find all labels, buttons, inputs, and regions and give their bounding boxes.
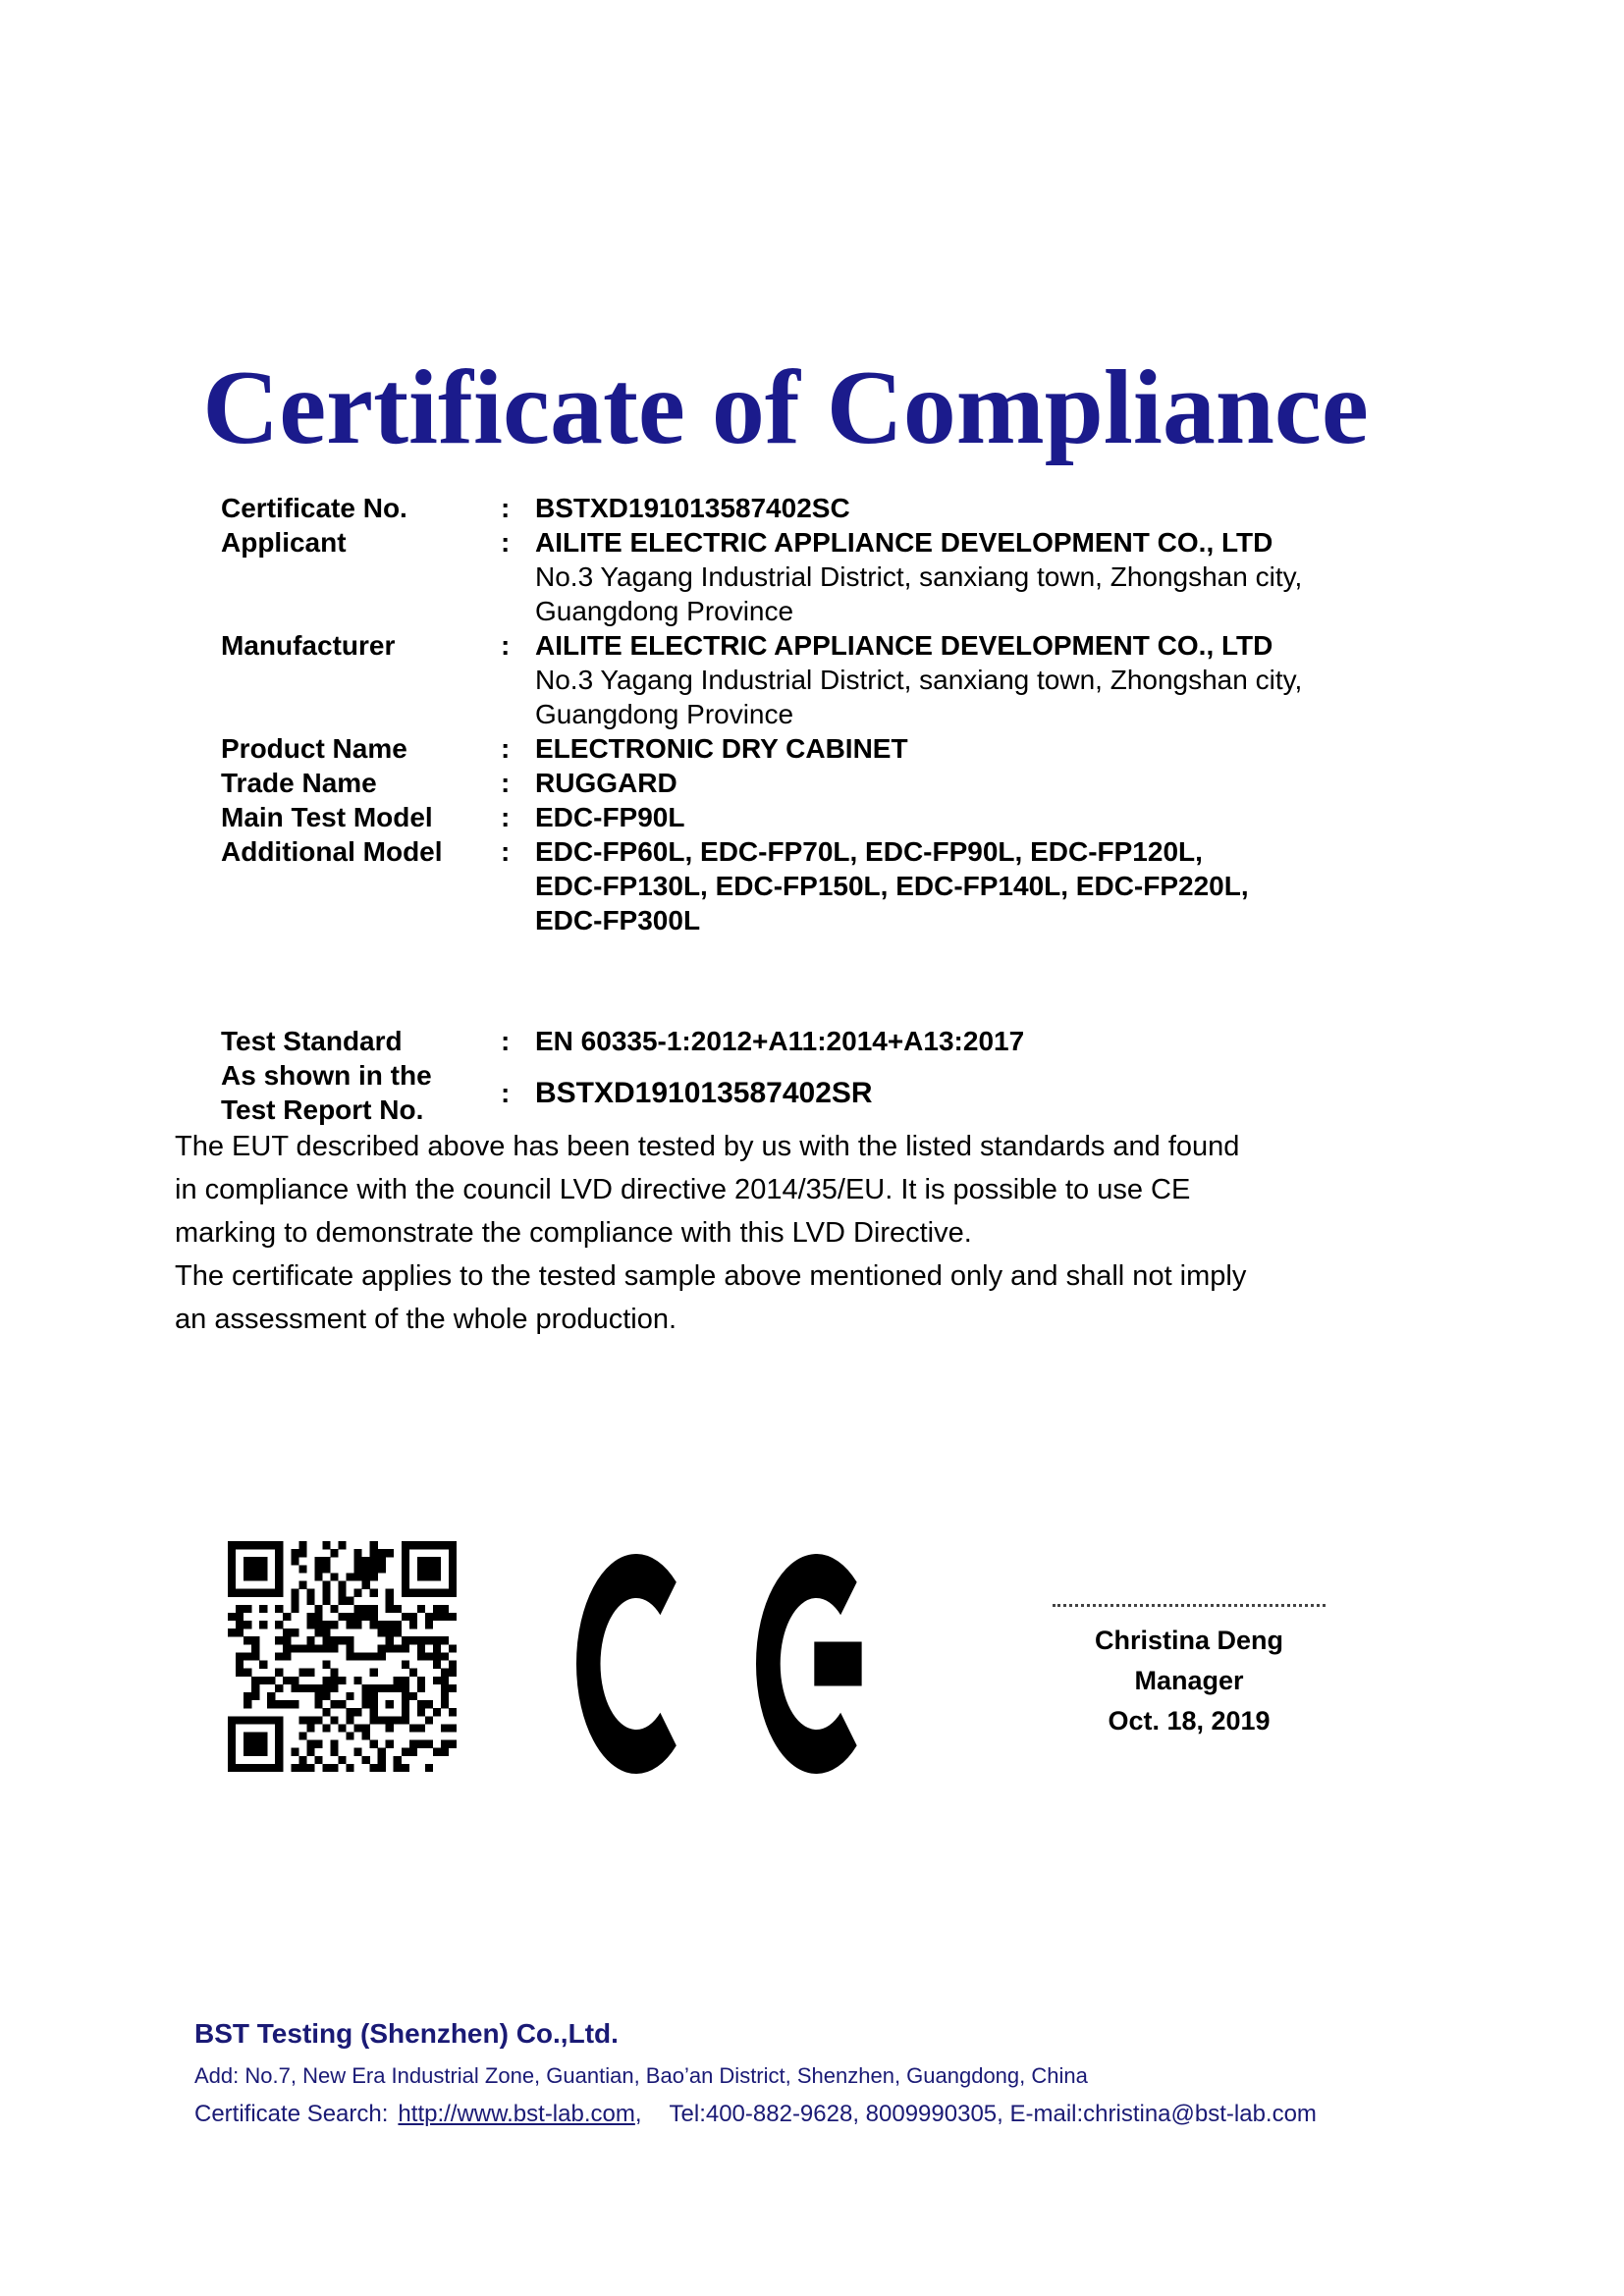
field-address-line: Guangdong Province (535, 596, 794, 626)
field-label: Certificate No. (221, 493, 407, 523)
signatory-name: Christina Deng (1094, 1626, 1284, 1655)
lab-contact: Tel:400-882-9628, 8009990305, E-mail:christina@bst-lab.com (669, 2101, 1317, 2127)
field-value-cont: EDC-FP130L, EDC-FP150L, EDC-FP140L, EDC-FP220L, (535, 871, 1249, 901)
field-colon: : (501, 836, 511, 867)
ce-letter-c (576, 1554, 696, 1774)
test-label-line: As shown in the (221, 1060, 432, 1091)
field-label: Manufacturer (221, 630, 396, 661)
test-label-line: Test Standard (221, 1026, 403, 1056)
certificate-title: Certificate of Compliance (202, 349, 1369, 466)
field-value (535, 834, 1478, 937)
ce-letter-e (756, 1554, 877, 1774)
field-address-line: No.3 Yagang Industrial District, sanxiang town, Zhongshan city, (535, 561, 1303, 592)
field-row (221, 491, 1478, 525)
field-address-line: Guangdong Province (535, 699, 794, 729)
field-colon: : (501, 768, 511, 798)
fields-table (221, 491, 1478, 937)
statement-paragraph (175, 1125, 1569, 1341)
test-value-main: EN 60335-1:2012+A11:2014+A13:2017 (535, 1026, 1025, 1056)
test-label (221, 1024, 501, 1058)
field-label: Product Name (221, 733, 407, 764)
issue-date: Oct. 18, 2019 (1108, 1706, 1271, 1735)
field-value (535, 731, 1478, 766)
field-row (221, 800, 1478, 834)
field-label: Main Test Model (221, 802, 433, 832)
field-row (221, 525, 1478, 628)
field-value (535, 800, 1478, 834)
field-label: Applicant (221, 527, 347, 558)
ce-letter-gap (696, 1554, 756, 1774)
field-label: Trade Name (221, 768, 377, 798)
field-value-main: ELECTRONIC DRY CABINET (535, 733, 908, 764)
test-colon: : (501, 1026, 511, 1056)
signatory-title: Manager (1134, 1666, 1244, 1695)
field-colon: : (501, 493, 511, 523)
field-value (535, 491, 1478, 525)
search-separator: , (634, 2101, 642, 2127)
field-colon: : (501, 802, 511, 832)
test-row (221, 1058, 1497, 1127)
field-colon: : (501, 527, 511, 558)
field-value-main: BSTXD191013587402SC (535, 493, 850, 523)
field-value-main: EDC-FP60L, EDC-FP70L, EDC-FP90L, EDC-FP120L, (535, 836, 1203, 867)
qr-code-icon (228, 1541, 457, 1772)
certificate-search-label: Certificate Search: (194, 2101, 389, 2127)
statement-line: The certificate applies to the tested sample above mentioned only and shall not imply (175, 1260, 1247, 1292)
field-row (221, 628, 1478, 731)
field-value-main: EDC-FP90L (535, 802, 685, 832)
field-value (535, 628, 1478, 731)
statement-line: marking to demonstrate the compliance with this LVD Directive. (175, 1217, 972, 1249)
signature-dotted-line (1053, 1604, 1326, 1607)
field-value-cont: EDC-FP300L (535, 905, 701, 935)
lab-name: BST Testing (Shenzhen) Co.,Ltd. (194, 2018, 619, 2049)
field-row (221, 766, 1478, 800)
field-value-main: AILITE ELECTRIC APPLIANCE DEVELOPMENT CO., LTD (535, 527, 1273, 558)
statement-line: in compliance with the council LVD directive 2014/35/EU. It is possible to use CE (175, 1174, 1191, 1205)
test-value-main: BSTXD191013587402SR (535, 1076, 873, 1109)
lab-address: Add: No.7, New Era Industrial Zone, Guantian, Bao’an District, Shenzhen, Guangdong, China (194, 2063, 1088, 2088)
field-row (221, 731, 1478, 766)
ce-mark-icon (576, 1554, 877, 1774)
test-label (221, 1058, 501, 1127)
certificate-search-line (194, 2101, 1317, 2128)
test-colon: : (501, 1077, 511, 1108)
statement-line: an assessment of the whole production. (175, 1304, 677, 1335)
field-row (221, 834, 1478, 937)
field-value-main: RUGGARD (535, 768, 677, 798)
field-value (535, 766, 1478, 800)
test-info-table (221, 1024, 1497, 1127)
test-value (535, 1076, 1497, 1110)
field-colon: : (501, 733, 511, 764)
field-label: Additional Model (221, 836, 443, 867)
field-colon: : (501, 630, 511, 661)
field-value-main: AILITE ELECTRIC APPLIANCE DEVELOPMENT CO., LTD (535, 630, 1273, 661)
field-value (535, 525, 1478, 628)
test-value (535, 1024, 1497, 1058)
test-label-line: Test Report No. (221, 1095, 424, 1125)
statement-line: The EUT described above has been tested by us with the listed standards and found (175, 1131, 1240, 1162)
field-address-line: No.3 Yagang Industrial District, sanxiang town, Zhongshan city, (535, 665, 1303, 695)
signature-block (1053, 1604, 1326, 1741)
test-row (221, 1024, 1497, 1058)
certificate-search-link[interactable]: http://www.bst-lab.com (398, 2101, 635, 2127)
